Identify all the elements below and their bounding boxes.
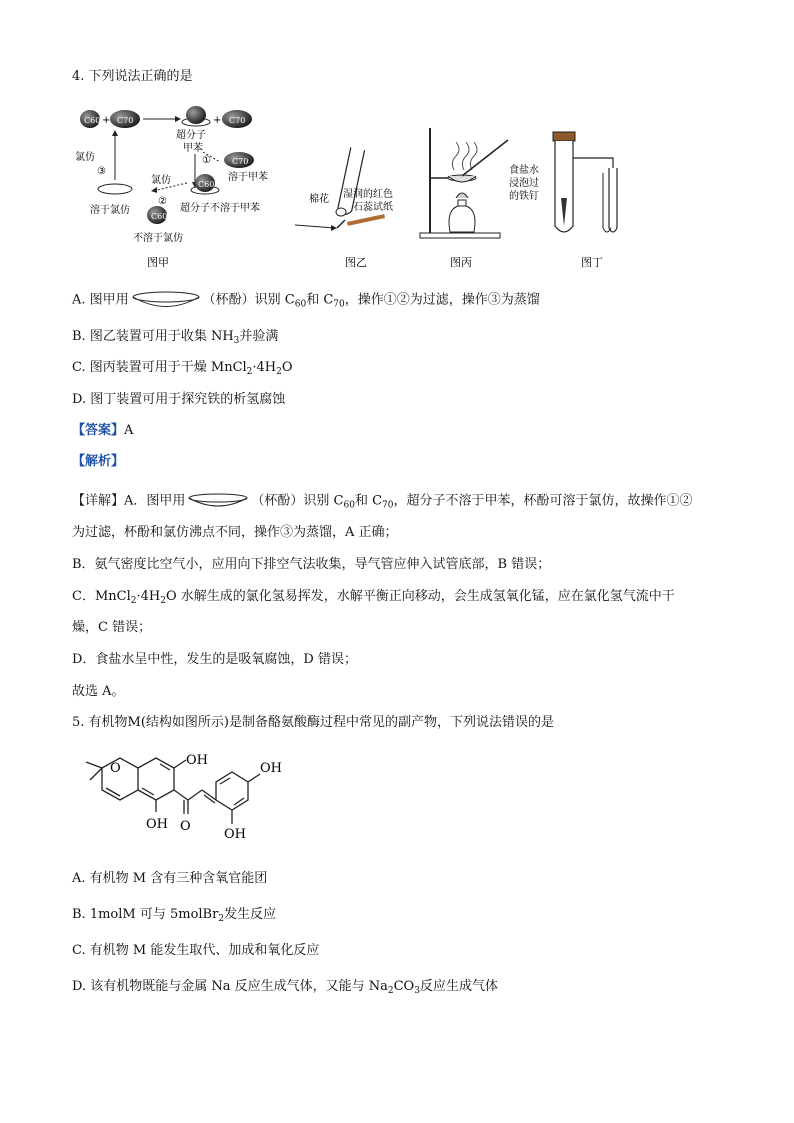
q4-stem: 4. 下列说法正确的是 — [72, 69, 193, 84]
caption-bing: 图丙 — [450, 256, 472, 269]
flame-icon — [456, 193, 468, 198]
svg-text:溶于甲苯: 溶于甲苯 — [228, 172, 268, 183]
q5-stem: 5. 有机物M(结构如图所示)是制备酪氨酸酶过程中常见的副产物，下列说法错误的是 — [72, 715, 554, 730]
calixarene-bowl-icon — [187, 492, 249, 510]
vapor-icon — [452, 142, 459, 170]
litmus-paper — [347, 214, 385, 226]
q5-option-b: B. 1molM 可与 5molBr$_2$发生反应 — [72, 907, 277, 924]
svg-text:OH: OH — [146, 817, 168, 832]
q4-option-a: A. 图甲用 （杯酚）识别 $C_{60}$和 $C_{70}$，操作①②为过滤，操作③为蒸馏 — [72, 290, 734, 310]
evaporating-dish — [448, 176, 476, 182]
svg-text:O: O — [180, 819, 191, 834]
svg-text:C70: C70 — [229, 116, 246, 125]
svg-text:C60: C60 — [151, 212, 168, 221]
c70-molecule — [222, 110, 252, 128]
supramolecule — [182, 106, 210, 126]
svg-text:C70: C70 — [232, 157, 249, 166]
svg-text:+: + — [213, 115, 222, 126]
svg-text:超分子: 超分子 — [176, 130, 206, 141]
cotton — [336, 208, 346, 216]
analysis-label: 【解析】 — [72, 454, 125, 469]
svg-text:的铁钉: 的铁钉 — [509, 191, 539, 202]
glass-rod — [462, 140, 508, 176]
q5-option-d: D. 该有机物既能与金属 Na 反应生成气体，又能与 $Na_2CO_3$反应生成气体 — [72, 979, 498, 996]
svg-text:OH: OH — [224, 827, 246, 842]
figure-yi — [295, 140, 425, 272]
alcohol-lamp — [449, 206, 475, 232]
q4-option-b: B. 图乙装置可用于收集 $NH_3$并验满 — [72, 329, 279, 346]
svg-text:O: O — [110, 761, 121, 776]
svg-text:C60: C60 — [84, 116, 101, 125]
q5-option-c: C. 有机物 M 能发生取代、加成和氧化反应 — [72, 943, 320, 958]
svg-text:C70: C70 — [117, 116, 134, 125]
svg-text:浸泡过: 浸泡过 — [509, 178, 539, 189]
stand-base — [420, 233, 500, 238]
detail-b: B．氨气密度比空气小，应用向下排空气法收集，导气管应伸入试管底部，B 错误； — [72, 557, 551, 572]
svg-text:C60: C60 — [198, 180, 215, 189]
stopper — [553, 132, 575, 141]
svg-text:OH: OH — [186, 753, 208, 768]
figure-bing — [418, 120, 518, 272]
q4-option-c: C. 图丙装置可用于干燥 $MnCl_2\cdot 4H_2O$ — [72, 360, 293, 377]
c70-dissolved — [224, 152, 254, 168]
svg-text:溶于氯仿: 溶于氯仿 — [90, 205, 130, 216]
q4-option-d: D. 图丁装置可用于探究铁的析氢腐蚀 — [72, 392, 286, 407]
q5-option-a: A. 有机物 M 含有三种含氧官能团 — [72, 871, 268, 886]
caption-yi: 图乙 — [345, 256, 367, 269]
c60-molecule — [80, 110, 100, 128]
structure-m — [80, 748, 300, 853]
figure-jia — [75, 100, 290, 272]
svg-text:OH: OH — [260, 761, 282, 776]
calixarene-bowl-icon — [131, 290, 201, 310]
u-tube — [609, 168, 617, 232]
svg-text:超分子不溶于甲苯: 超分子不溶于甲苯 — [180, 203, 260, 214]
detail-a-line1: 【详解】A．图甲用 （杯酚）识别 $C_{60}$和 $C_{70}$，超分子不溶于甲苯，杯酚可溶于氯仿，故操作①② — [72, 493, 693, 511]
answer: 【答案】A — [72, 423, 134, 438]
svg-text:湿润的红色: 湿润的红色 — [343, 189, 393, 200]
caption-ding: 图丁 — [581, 256, 603, 269]
figure-ding — [505, 128, 630, 272]
svg-text:棉花: 棉花 — [309, 194, 329, 205]
svg-text:①: ① — [202, 155, 211, 166]
detail-c-line2: 燥，C 错误； — [72, 620, 152, 635]
detail-a-line2: 为过滤，杯酚和氯仿沸点不同，操作③为蒸馏，A 正确； — [72, 525, 398, 540]
c60-insoluble — [147, 206, 167, 224]
c70-molecule — [110, 110, 140, 128]
conclusion: 故选 A。 — [72, 684, 125, 699]
detail-c-line1: C．$MnCl_2\cdot 4H_2O$ 水解生成的氯化氢易挥发，水解平衡正向移动，会生成氢氧化锰，应在氯化氢气流中干 — [72, 589, 675, 606]
calixarene-bowl — [98, 184, 132, 194]
caption-jia: 图甲 — [147, 256, 169, 269]
svg-text:②: ② — [158, 196, 167, 207]
svg-text:氯仿: 氯仿 — [75, 152, 95, 163]
svg-text:氯仿: 氯仿 — [151, 175, 171, 186]
svg-text:③: ③ — [97, 166, 106, 177]
svg-text:食盐水: 食盐水 — [509, 165, 539, 176]
detail-d: D．食盐水呈中性，发生的是吸氧腐蚀，D 错误； — [72, 652, 357, 667]
svg-text:不溶于氯仿: 不溶于氯仿 — [133, 233, 183, 244]
svg-text:石蕊试纸: 石蕊试纸 — [353, 202, 393, 213]
svg-text:+: + — [102, 115, 111, 126]
svg-text:甲苯: 甲苯 — [183, 143, 203, 154]
